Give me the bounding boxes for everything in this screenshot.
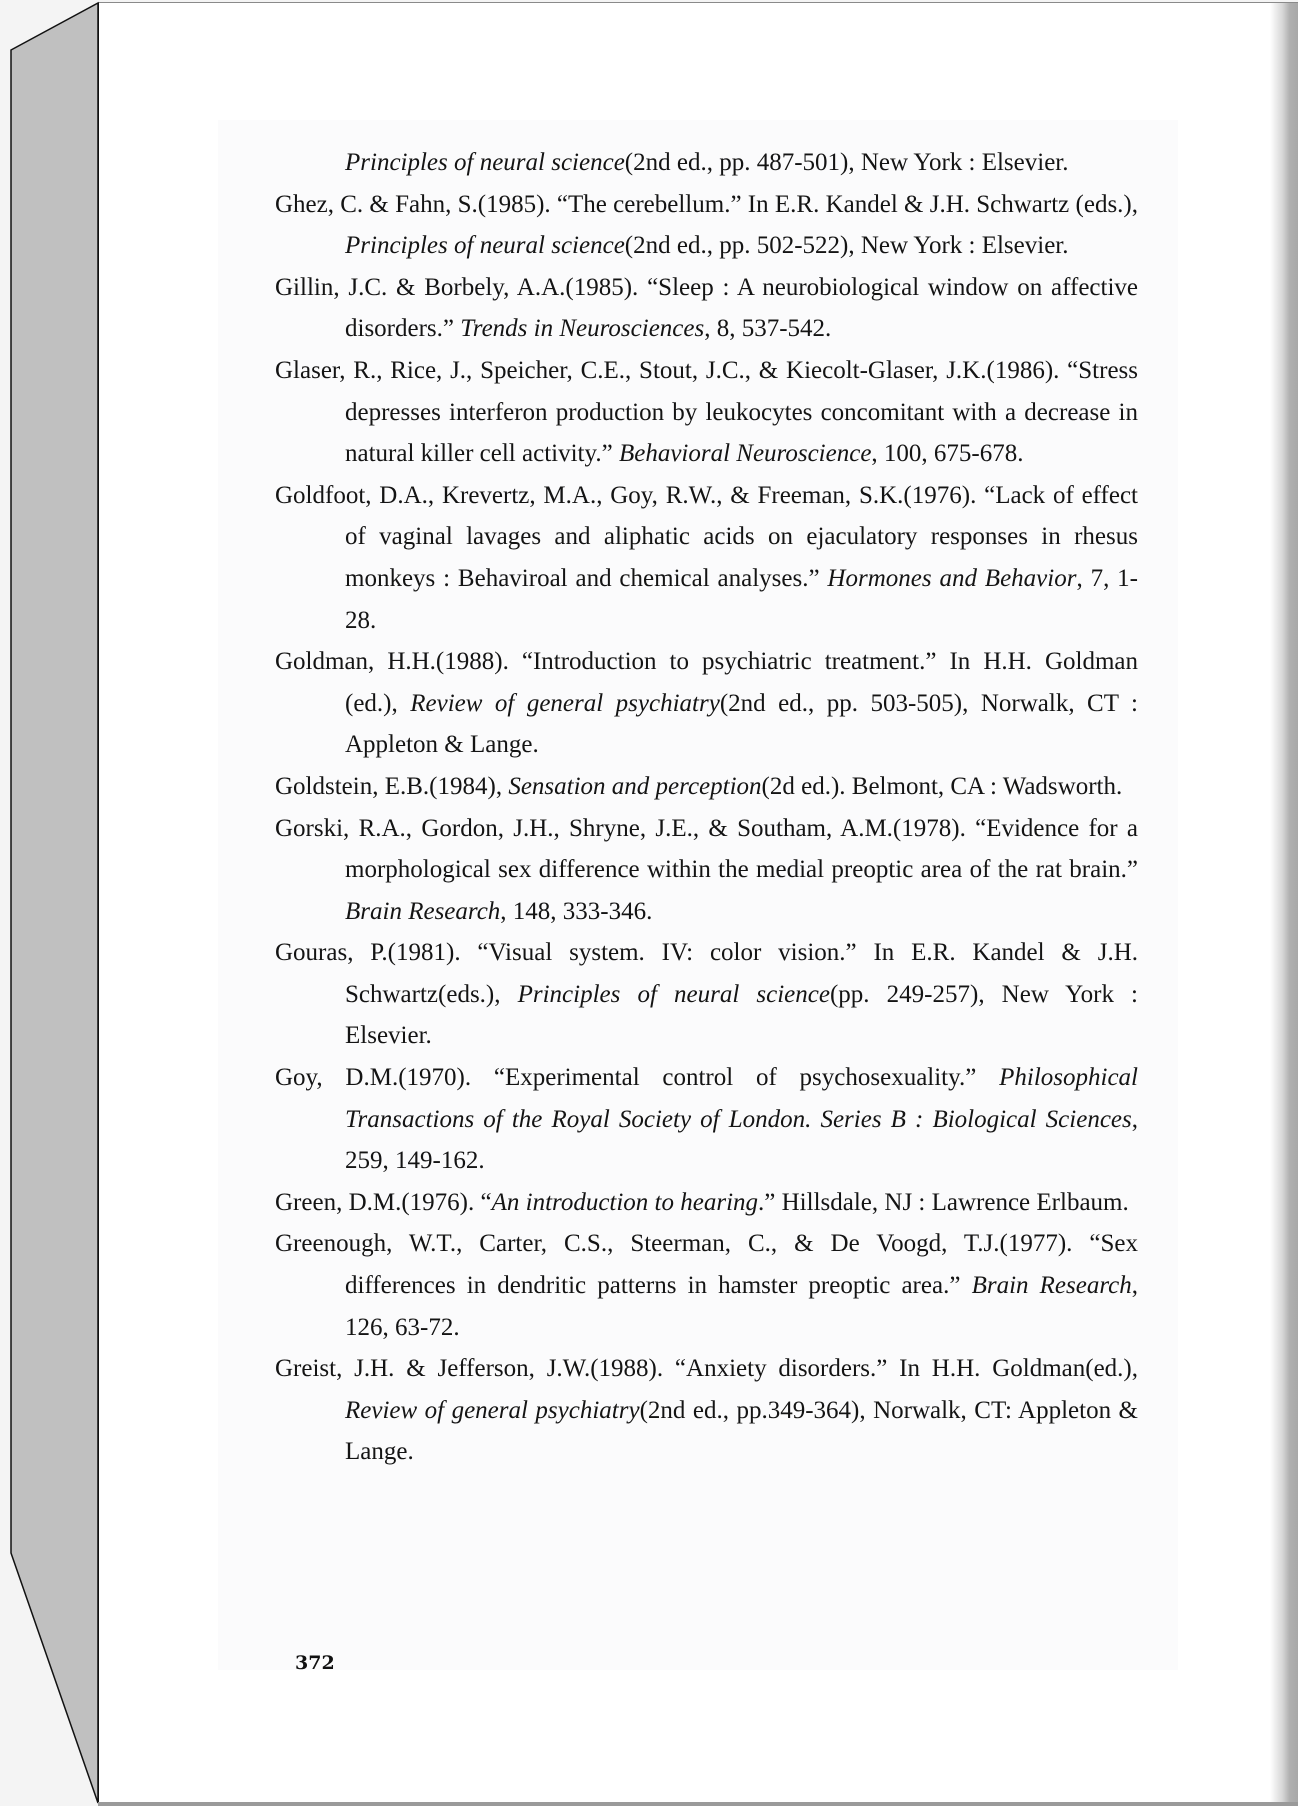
reference-entry	[275, 142, 1138, 184]
reference-entry	[275, 932, 1138, 1057]
page-right-edge-shadow	[1270, 3, 1298, 1803]
reference-text: Gorski, R.A., Gordon, J.H., Shryne, J.E., & Southam, A.M.(1978). “Evidence for a morphological sex difference within the medial preoptic area of the rat brain.”	[275, 814, 1138, 884]
reference-text: Glaser, R., Rice, J., Speicher, C.E., Stout, J.C., & Kiecolt-Glaser, J.K.(1986). “Stress depresses interferon production by leukocytes concomitant with a decrease in natural killer cell activity.”	[275, 356, 1138, 468]
reference-title-italic: Hormones and Behavior	[827, 564, 1077, 592]
page-bottom-border	[98, 1802, 1298, 1806]
reference-text: Goldstein, E.B.(1984),	[275, 772, 509, 800]
reference-text: (2nd ed., pp. 502-522), New York : Elsevier.	[624, 232, 1069, 260]
reference-title-italic: Principles of neural science	[517, 980, 830, 1008]
reference-text: Goldman, H.H.(1988). “Introduction to psychiatric treatment.” In H.H. Goldman (ed.),	[275, 648, 1138, 717]
reference-text: Greist, J.H. & Jefferson, J.W.(1988). “Anxiety disorders.” In H.H. Goldman(ed.),	[275, 1355, 1138, 1383]
reference-entry	[275, 350, 1138, 475]
reference-text: Greenough, W.T., Carter, C.S., Steerman, C., & De Voogd, T.J.(1977). “Sex differences in dendritic patterns in hamster preoptic area.”	[275, 1230, 1138, 1300]
reference-text: (2nd ed., pp. 487-501), New York : Elsevier.	[624, 149, 1069, 176]
book-spine	[0, 0, 100, 1806]
reference-text: , 7, 1-28.	[345, 564, 1138, 634]
reference-title-italic: Behavioral Neuroscience	[618, 440, 872, 468]
reference-entry	[275, 1348, 1138, 1473]
reference-entry	[275, 184, 1138, 267]
reference-text: Gouras, P.(1981). “Visual system. IV: color vision.” In E.R. Kandel & J.H. Schwartz(eds.),	[275, 939, 1138, 1008]
reference-text: .” Hillsdale, NJ : Lawrence Erlbaum.	[758, 1188, 1129, 1216]
reference-text: (pp. 249-257), New York : Elsevier.	[345, 980, 1138, 1050]
reference-title-italic: Principles of neural science	[345, 232, 625, 260]
reference-title-italic: Sensation and perception	[508, 772, 762, 800]
reference-entry	[275, 267, 1138, 350]
reference-entry	[275, 641, 1138, 766]
reference-text: , 8, 537-542.	[704, 315, 832, 343]
reference-text: (2d ed.). Belmont, CA : Wadsworth.	[761, 772, 1123, 800]
reference-text: Ghez, C. & Fahn, S.(1985). “The cerebellum.” In E.R. Kandel & J.H. Schwartz (eds.),	[275, 190, 1138, 218]
reference-title-italic: Review of general psychiatry	[345, 1396, 640, 1424]
reference-title-italic: An introduction to hearing	[491, 1188, 759, 1216]
reference-entry	[275, 1223, 1138, 1348]
reference-title-italic: Trends in Neurosciences	[460, 315, 705, 343]
reference-text: Goldfoot, D.A., Krevertz, M.A., Goy, R.W., & Freeman, S.K.(1976). “Lack of effect of vaginal lavages and aliphatic acids on ejaculatory responses in rhesus monkeys : Behaviroal and chemical analyses.”	[275, 481, 1138, 592]
reference-entry	[275, 808, 1138, 933]
reference-text: Green, D.M.(1976). “	[275, 1188, 492, 1216]
reference-text: , 259, 149-162.	[345, 1105, 1138, 1175]
reference-title-italic: Philosophical Transactions of the Royal Society of London. Series B : Biological Sciences	[345, 1064, 1138, 1133]
reference-text: (2nd ed., pp. 503-505), Norwalk, CT : Appleton & Lange.	[345, 689, 1138, 759]
reference-list	[275, 142, 1138, 1473]
reference-entry	[275, 1182, 1138, 1224]
reference-title-italic: Principles of neural science	[345, 149, 625, 176]
reference-text: Goy, D.M.(1970). “Experimental control of psychosexuality.”	[275, 1064, 1000, 1092]
reference-entry	[275, 766, 1138, 808]
reference-entry	[275, 475, 1138, 641]
reference-text: , 126, 63-72.	[345, 1272, 1138, 1341]
reference-text: Gillin, J.C. & Borbely, A.A.(1985). “Sleep : A neurobiological window on affective disorders.”	[275, 273, 1138, 343]
reference-text: , 148, 333-346.	[500, 897, 653, 925]
reference-entry	[275, 1057, 1138, 1182]
reference-title-italic: Review of general psychiatry	[410, 689, 720, 717]
page-number: 372	[295, 1652, 335, 1674]
reference-title-italic: Brain Research	[971, 1272, 1132, 1300]
reference-text: , 100, 675-678.	[871, 440, 1024, 468]
reference-title-italic: Brain Research	[345, 897, 501, 925]
reference-text: (2nd ed., pp.349-364), Norwalk, CT: Appleton & Lange.	[345, 1396, 1138, 1466]
